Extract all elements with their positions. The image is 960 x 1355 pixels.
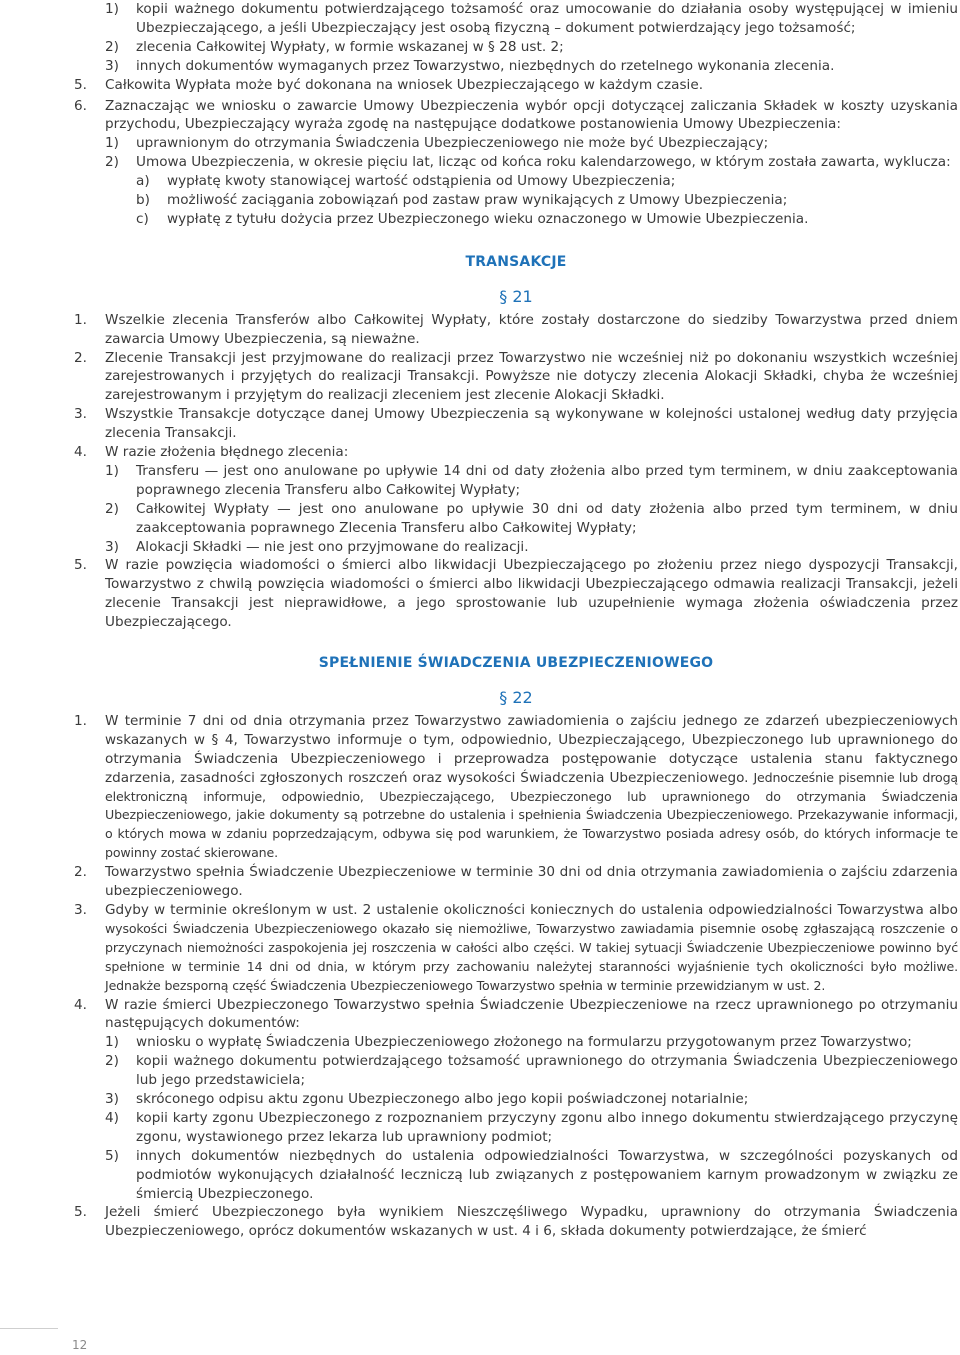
list-item: 2) Całkowitej Wypłaty — jest ono anulowane po upływie 30 dni od daty złożenia albo przed tym terminem, w dniu zaakceptowania poprawnego Zlecenia Transferu albo Całkowitej Wypłaty;	[105, 500, 958, 536]
list-item: 2) kopii ważnego dokumentu potwierdzającego tożsamość uprawnionego do otrzymania Świadczenia Ubezpieczeniowego lub jego przedstawiciela;	[105, 1053, 958, 1089]
list-item: 3) Alokacji Składki — nie jest ono przyjmowane do realizacji.	[105, 538, 529, 555]
list-item: 3. Gdyby w terminie określonym w ust. 2 ustalenie okoliczności koniecznych do ustalenia odpowiedzialności Towarzystwa albo wysokości Świadczenia Ubezpieczeniowego okazało się niemożliwe, Towarzystwo zawiadamia pisemnie osobę zgłaszającą roszczenie o przyczynach niemożności zaspokojenia jej roszczenia w całości albo części. W takiej sytuacji Świadczenie Ubezpieczeniowe powinno być spełnione w terminie 14 dni od dnia, w którym przy zachowaniu należytej staranności wyjaśnienie tych okoliczności było możliwe. Jednakże bezsporną część Świadczenia Ubezpieczeniowego Towarzystwo spełnia w terminie przewidzianym w ust. 2.	[74, 901, 958, 993]
list-item: 3) innych dokumentów wymaganych przez Towarzystwo, niezbędnych do rzetelnego wykonania zlecenia.	[105, 57, 835, 74]
list-item: 2. Towarzystwo spełnia Świadczenie Ubezpieczeniowe w terminie 30 dni od dnia otrzymania zawiadomienia o zajściu zdarzenia ubezpieczeniowego.	[74, 864, 958, 900]
footer-rule	[0, 1328, 58, 1329]
section-heading-swiadczenie: SPEŁNIENIE ŚWIADCZENIA UBEZPIECZENIOWEGO	[318, 655, 714, 672]
list-item: 3. Wszystkie Transakcje dotyczące danej Umowy Ubezpieczenia są wykonywane w kolejności ustalonej według daty przyjęcia zlecenia Transakcji.	[74, 406, 958, 442]
list-item: 1) Transferu — jest ono anulowane po upływie 14 dni od daty złożenia albo przed tym terminem, w dniu zaakceptowania poprawnego zlecenia Transferu albo Całkowitej Wypłaty;	[105, 462, 958, 498]
list-item: 1) kopii ważnego dokumentu potwierdzającego tożsamość oraz umocowanie do działania osoby występującej w imieniu Ubezpieczającego, a jeśli Ubezpieczający jest osobą fizyczną – dokument potwierdzający jego tożsamość;	[105, 1, 958, 36]
list-item: 1) uprawnionym do otrzymania Świadczenia Ubezpieczeniowego nie może być Ubezpieczający;	[105, 135, 769, 152]
list-item: 5) innych dokumentów niezbędnych do ustalenia odpowiedzialności Towarzystwa, w szczególności pozyskanych od podmiotów wykonujących działalność leczniczą lub związanych z postępowaniem karnym prowadzonym w związku ze śmiercią Ubezpieczonego.	[105, 1147, 958, 1202]
list-item: b) możliwość zaciągania zobowiązań pod zastaw praw wynikających z Umowy Ubezpieczenia;	[136, 192, 788, 209]
paragraph-number: § 21	[499, 286, 533, 306]
list-item: 5. Całkowita Wypłata może być dokonana na wniosek Ubezpieczającego w każdym czasie.	[74, 76, 704, 93]
list-item: 1) wniosku o wypłatę Świadczenia Ubezpieczeniowego złożonego na formularzu przygotowanym przez Towarzystwo;	[105, 1034, 912, 1051]
list-item: 5. Jeżeli śmierć Ubezpieczonego była wynikiem Nieszczęśliwego Wypadku, uprawniony do otrzymania Świadczenia Ubezpieczeniowego, oprócz dokumentów wskazanych w ust. 4 i 6, składa dokumenty potwierdzające, że śmierć	[74, 1204, 958, 1240]
list-item: 4. W razie złożenia błędnego zlecenia:	[74, 444, 349, 461]
list-item: 5. W razie powzięcia wiadomości o śmierci albo likwidacji Ubezpieczającego po złożeniu przez niego dyspozycji Transakcji, Towarzystwo z chwilą powzięcia wiadomości o śmierci albo likwidacji Ubezpieczającego odmawia realizacji Transakcji, jeżeli zlecenie Transakcji jest nieprawidłowe, a jego sprostowanie lub uzupełnienie wymaga złożenia oświadczenia przez Ubezpieczającego.	[74, 557, 958, 631]
list-item: 1. Wszelkie zlecenia Transferów albo Całkowitej Wypłaty, które zostały dostarczone do siedziby Towarzystwa przed dniem zawarcia Umowy Ubezpieczenia, są nieważne.	[74, 311, 958, 347]
list-item: 4) kopii karty zgonu Ubezpieczonego z rozpoznaniem przyczyny zgonu albo innego dokumentu stwierdzającego przyczynę zgonu, wystawionego przez lekarza lub uprawniony podmiot;	[105, 1109, 958, 1145]
list-item: 2) zlecenia Całkowitej Wypłaty, w formie wskazanej w § 28 ust. 2;	[105, 38, 564, 55]
page-number: 12	[72, 1338, 88, 1352]
section-heading-transakcje: TRANSAKCJE	[465, 253, 567, 270]
list-item: 2. Zlecenie Transakcji jest przyjmowane do realizacji przez Towarzystwo nie wcześniej niż po dokonaniu wszystkich wcześniej zarejestrowanych i przyjętych do realizacji Transakcji. Powyższe nie dotyczy zlecenia Alokacji Składki, chyba że wcześniej zarejestrowanym i przyjętym do realizacji zleceniem jest zlecenie Alokacji Składki.	[74, 349, 958, 404]
list-item: 4. W razie śmierci Ubezpieczonego Towarzystwo spełnia Świadczenie Ubezpieczeniowe na rzecz uprawnionego po otrzymaniu następujących dokumentów:	[74, 996, 958, 1032]
list-item: 1. W terminie 7 dni od dnia otrzymania przez Towarzystwo zawiadomienia o zajściu jednego ze zdarzeń ubezpieczeniowych wskazanych w § 4, Towarzystwo informuje o tym, odpowiednio, Ubezpieczającego, Ubezpieczonego lub uprawnionego do otrzymania Świadczenia Ubezpieczeniowego i przeprowadza postępowanie dotyczące ustalenia stanu faktycznego zdarzenia, zasadności zgłoszonych roszczeń oraz wysokości Świadczenia Ubezpieczeniowego. Jednocześnie pisemnie lub drogą elektroniczną informuje, odpowiednio, Ubezpieczającego, Ubezpieczonego lub uprawnionego do otrzymania Świadczenia Ubezpieczeniowego, jakie dokumenty są potrzebne do ustalenia i spełnienia Świadczenia Ubezpieczeniowego. Przekazywanie informacji, o których mowa w zdaniu poprzedzającym, odbywa się pod warunkiem, że Towarzystwo posiada adresy osób, do których informacje te powinny zostać skierowane.	[74, 712, 958, 861]
list-item: 3) skróconego odpisu aktu zgonu Ubezpieczonego albo jego kopii poświadczonej notarialnie;	[105, 1091, 749, 1108]
list-item: 6. Zaznaczając we wniosku o zawarcie Umowy Ubezpieczenia wybór opcji dotyczącej zaliczania Składek w koszty uzyskania przychodu, Ubezpieczający wyraża zgodę na następujące dodatkowe postanowienia Umowy Ubezpieczenia:	[74, 97, 958, 133]
paragraph-number: § 22	[499, 688, 533, 707]
list-item: c) wypłatę z tytułu dożycia przez Ubezpieczonego wieku oznaczonego w Umowie Ubezpieczenia.	[136, 210, 809, 227]
document-page	[74, 0, 958, 1241]
list-item: a) wypłatę kwoty stanowiącej wartość odstąpienia od Umowy Ubezpieczenia;	[136, 173, 676, 190]
list-item: 2) Umowa Ubezpieczenia, w okresie pięciu lat, licząc od końca roku kalendarzowego, w którym została zawarta, wyklucza:	[105, 154, 951, 171]
